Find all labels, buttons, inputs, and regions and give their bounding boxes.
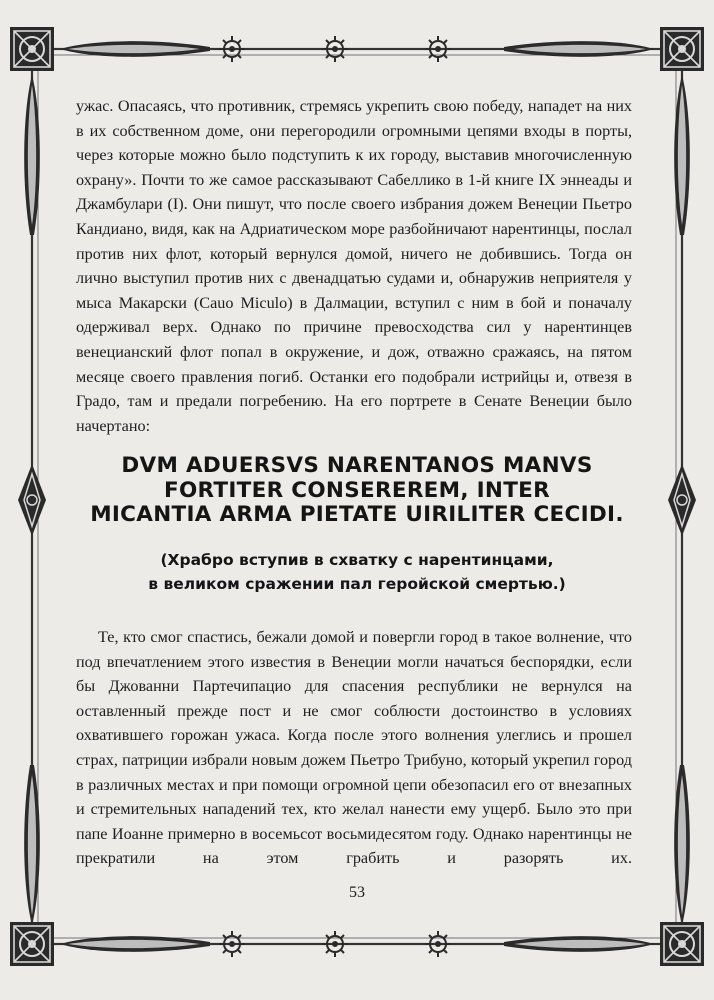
latin-inscription	[70, 454, 644, 528]
inscription-translation	[70, 549, 644, 596]
translation-line-2: в великом сражении пал геройской смертью.)	[148, 574, 566, 593]
body-paragraph-2: Те, кто смог спастись, бежали домой и повергли город в такое волнение, что под впечатлением этого известия в Венеции могли начаться беспорядки, если бы Джованни Партечипацио для спасения республики не вернулся на оставленный прежде пост и не смог соблюсти достоинство в условиях охватившего горожан ужаса. Когда после этого волнения улеглись и прошел страх, патриции избрали новым дожем Пьетро Трибуно, который укрепил город в различных местах и при помощи огромной цепи обезопасил его от внезапных и стремительных нападений тех, кто желал нанести ему ущерб. Было это при папе Иоанне примерно в восемьсот восьмидесятом году. Однако нарентинцы не прекратили на этом грабить и разорять их.	[76, 628, 632, 868]
latin-line-1: DVM ADUERSVS NARENTANOS MANVS	[121, 453, 593, 478]
translation-line-1: (Храбро вступив в схватку с нарентинцами,	[160, 551, 554, 569]
latin-line-2: FORTITER CONSEREREM, INTER	[163, 477, 551, 503]
page-number: 53	[349, 884, 365, 901]
latin-line-3: MICANTIA ARMA PIETATE UIRILITER CECIDI.	[90, 502, 624, 527]
body-paragraph-1: ужас. Опасаясь, что противник, стремясь укрепить свою победу, нападет на них в их собственном доме, они перегородили огромными цепями входы в порты, через которые можно было подступить к их городу, выставив многочисленную охрану». Почти то же самое рассказывают Сабеллико в 1-й книге IX эннеады и Джамбулари (I). Они пишут, что после своего избрания дожем Венеции Пьетро Кандиано, видя, как на Адриатическом море разбойничают нарентинцы, послал против них флот, который вернулся домой, ничего не добившись. Тогда он лично выступил против них с двенадцатью судами и, обнаружив неприятеля у мыса Макарски (Cauo Miculo) в Далмации, вступил с ним в бой и поначалу одерживал верх. Однако по причине превосходства сил у нарентинцев венецианский флот попал в окружение, и дож, отважно сражаясь, на пятом месяце своего правления погиб. Останки его подобрали истрийцы и, отвезя в Градо, там и предали погребению. На его портрете в Сенате Венеции было начертано:	[76, 97, 632, 435]
